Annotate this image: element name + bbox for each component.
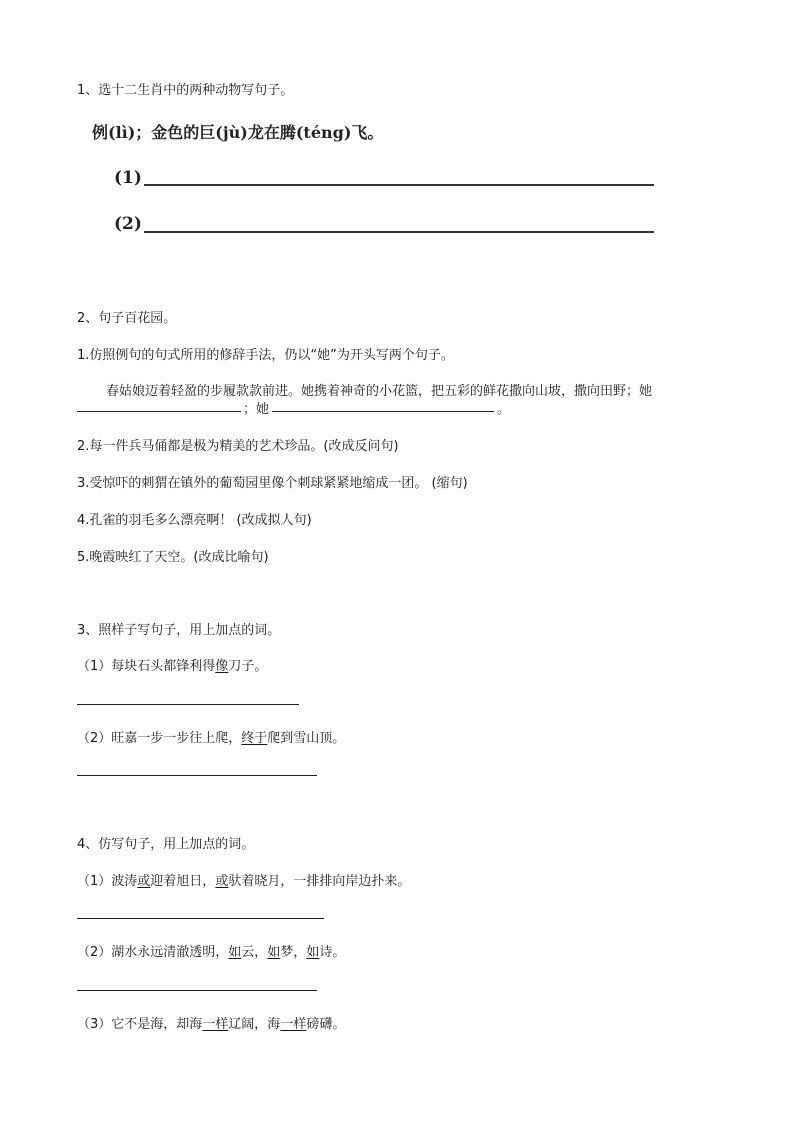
q2-subquestion-3: 3.受惊吓的刺猬在镇外的葡萄园里像个刺球紧紧地缩成一团。 (缩句) bbox=[77, 476, 468, 491]
q3-item-2-keyword: 终于 bbox=[241, 731, 268, 746]
q3-answer-line-1[interactable] bbox=[77, 704, 299, 705]
q3-title: 3、照样子写句子，用上加点的词。 bbox=[77, 623, 281, 638]
q1-item1-answer-line[interactable] bbox=[144, 184, 654, 186]
q4-item-3: （3）它不是海，却海一样辽阔，海一样磅礴。 bbox=[77, 1017, 346, 1032]
q1-item2-label: (2) bbox=[114, 214, 142, 234]
q3-item-2: （2）旺嘉一步一步往上爬，终于爬到雪山顶。 bbox=[77, 731, 346, 746]
q2-blank-separator: ；她 bbox=[243, 402, 270, 417]
q1-title: 1、选十二生肖中的两种动物写句子。 bbox=[77, 83, 294, 98]
q3-item-1: （1）每块石头都锋利得像刀子。 bbox=[77, 659, 268, 674]
q4-item-1: （1）波涛或迎着旭日，或驮着晓月，一排排向岸边扑来。 bbox=[77, 874, 411, 889]
q4-title: 4、仿写句子，用上加点的词。 bbox=[77, 837, 255, 852]
q2-subquestion-5: 5.晚霞映红了天空。(改成比喻句) bbox=[77, 550, 269, 565]
q2-title: 2、句子百花园。 bbox=[77, 311, 177, 326]
q2-subquestion-2: 2.每一件兵马俑都是极为精美的艺术珍品。(改成反问句) bbox=[77, 439, 399, 454]
q1-item1-label: (1) bbox=[114, 168, 142, 188]
q3-answer-line-2[interactable] bbox=[77, 775, 317, 776]
q4-item-2: （2）湖水永远清澈透明，如云，如梦，如诗。 bbox=[77, 945, 346, 960]
q2-subquestion-4: 4.孔雀的羽毛多么漂亮啊！ (改成拟人句) bbox=[77, 513, 312, 528]
q2-blank-1[interactable] bbox=[77, 411, 241, 412]
q4-answer-line-1[interactable] bbox=[77, 918, 324, 919]
q1-example-sentence: 例(lì)；金色的巨(jù)龙在腾(téng)飞。 bbox=[92, 123, 384, 142]
q1-item2-answer-line[interactable] bbox=[144, 231, 654, 233]
q2-subquestion-1: 1.仿照例句的句式所用的修辞手法，仍以“她”为开头写两个句子。 bbox=[77, 348, 454, 363]
q2-blank-2[interactable] bbox=[272, 411, 494, 412]
q2-example-passage: 春姑娘迈着轻盈的步履款款前进。她携着神奇的小花篮，把五彩的鲜花撒向山坡，撒向田野；她 bbox=[106, 384, 653, 399]
q3-item-1-keyword: 像 bbox=[215, 659, 229, 674]
q2-blank-end: 。 bbox=[497, 402, 511, 417]
q4-answer-line-2[interactable] bbox=[77, 990, 317, 991]
